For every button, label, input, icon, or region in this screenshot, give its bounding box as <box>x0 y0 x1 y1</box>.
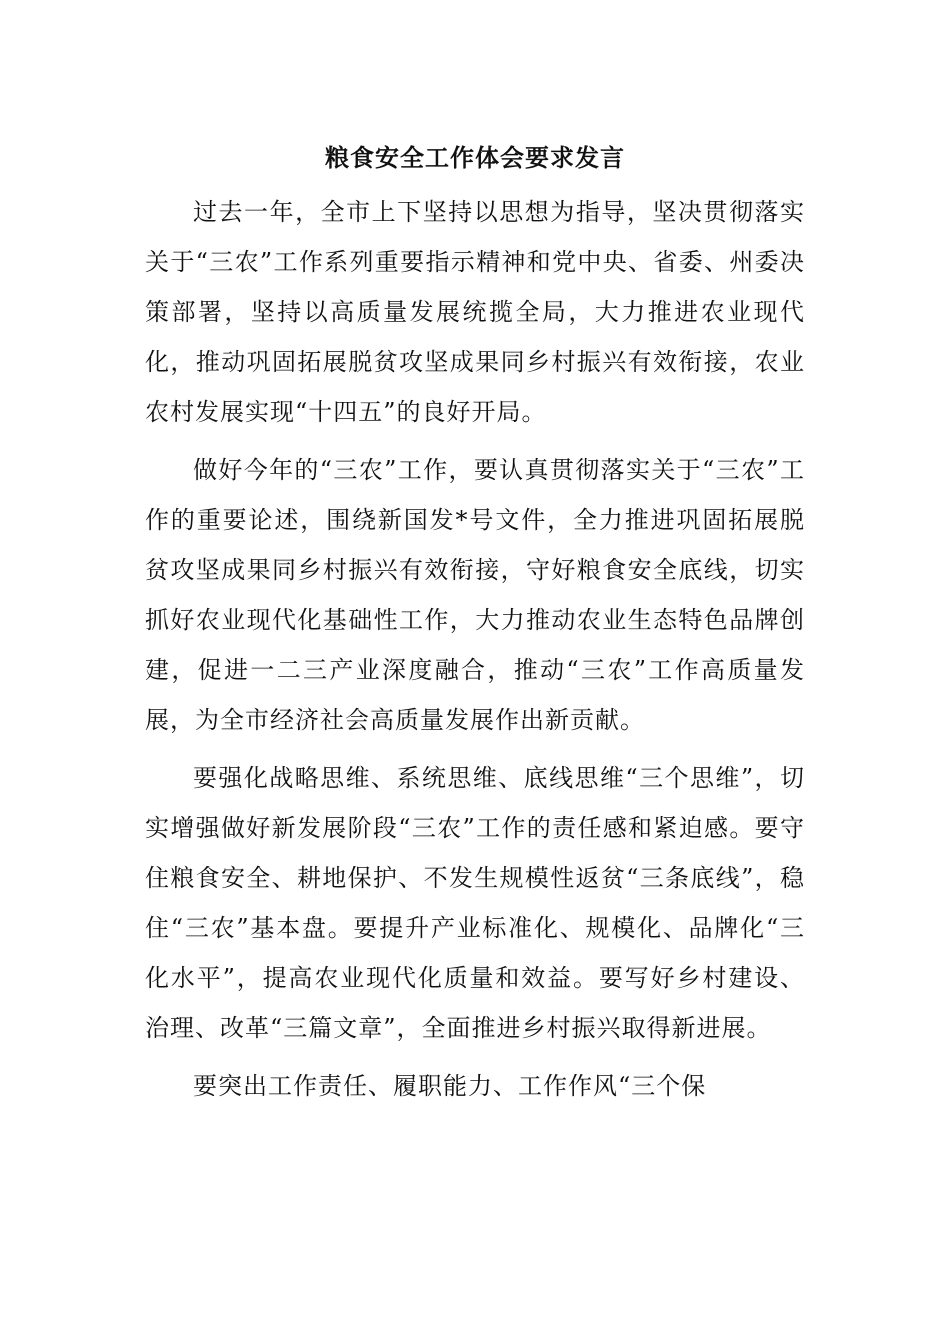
paragraph-2: 做好今年的“三农”工作，要认真贯彻落实关于“三农”工作的重要论述，围绕新国发*号文件，全力推进巩固拓展脱贫攻坚成果同乡村振兴有效衔接，守好粮食安全底线，切实抓好农业现代化基础性工作，大力推动农业生态特色品牌创建，促进一二三产业深度融合，推动“三农”工作高质量发展，为全市经济社会高质量发展作出新贡献。 <box>145 456 805 734</box>
document-title: 粮食安全工作体会要求发言 <box>325 144 625 172</box>
paragraph-1: 过去一年，全市上下坚持以思想为指导，坚决贯彻落实关于“三农”工作系列重要指示精神和党中央、省委、州委决策部署，坚持以高质量发展统揽全局，大力推进农业现代化，推动巩固拓展脱贫攻坚成果同乡村振兴有效衔接，农业农村发展实现“十四五”的良好开局。 <box>145 198 805 426</box>
paragraph-3: 要强化战略思维、系统思维、底线思维“三个思维”，切实增强做好新发展阶段“三农”工作的责任感和紧迫感。要守住粮食安全、耕地保护、不发生规模性返贫“三条底线”，稳住“三农”基本盘。要提升产业标准化、规模化、品牌化“三化水平”，提高农业现代化质量和效益。要写好乡村建设、治理、改革“三篇文章”，全面推进乡村振兴取得新进展。 <box>145 764 805 1042</box>
paragraph-4: 要突出工作责任、履职能力、工作作风“三个保 <box>193 1072 707 1100</box>
document-body <box>145 187 805 1111</box>
